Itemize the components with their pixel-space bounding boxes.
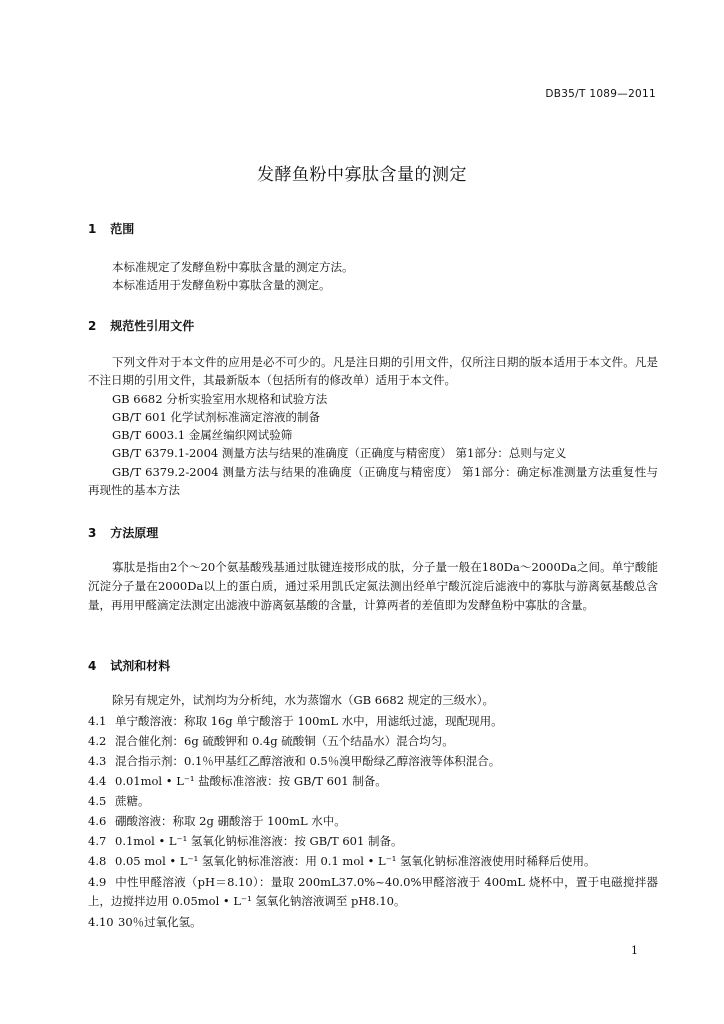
reagent-item — [88, 873, 658, 911]
section-number: 4 — [88, 659, 97, 673]
reference-doc: GB/T 6379.2-2004 测量方法与结果的准确度（正确度与精密度） 第1部分：确定标准测量方法重复性与再现性的基本方法 — [88, 465, 658, 497]
item-text: 单宁酸溶液：称取 16g 单宁酸溶于 100mL 水中，用滤纸过滤，现配现用。 — [115, 714, 503, 728]
item-number: 4.1 — [88, 714, 107, 728]
item-number: 4.6 — [88, 814, 107, 828]
page-number: 1 — [631, 944, 638, 957]
reagent-item — [88, 753, 658, 769]
item-text: 中性甲醛溶液（pH＝8.10）：量取 200mL37.0%~40.0%甲醛溶液于 400mL 烧杯中，置于电磁搅拌器上，边搅拌边用 0.05mol • L⁻¹ 氢氧化钠溶液调至 pH8.10。 — [88, 875, 658, 908]
item-text: 硼酸溶液：称取 2g 硼酸溶于 100mL 水中。 — [115, 814, 346, 828]
reagent-item — [88, 833, 658, 849]
principle-paragraph: 寡肽是指由2个～20个氨基酸残基通过肽键连接形成的肽，分子量一般在180Da～2000Da之间。单宁酸能沉淀分子量在2000Da以上的蛋白质，通过采用凯氏定氮法测出经单宁酸沉淀后滤液中的寡肽与游离氨基酸总含量，再用甲醛滴定法测定出滤液中游离氨基酸的含量，计算两者的差值即为发酵鱼粉中寡肽的含量。 — [88, 560, 658, 612]
reference-doc: GB/T 6003.1 金属丝编织网试验筛 — [112, 428, 293, 442]
section-heading-1 — [88, 220, 134, 237]
item-number: 4.4 — [88, 774, 107, 788]
reagent-item — [88, 733, 658, 749]
reagent-item — [88, 914, 658, 930]
reference-doc: GB/T 601 化学试剂标准滴定溶液的制备 — [112, 410, 320, 424]
scope-line-1: 本标准规定了发酵鱼粉中寡肽含量的测定方法。 — [112, 260, 354, 274]
reference-doc: GB 6682 分析实验室用水规格和试验方法 — [112, 392, 328, 406]
item-number: 4.5 — [88, 794, 107, 808]
section-number: 3 — [88, 526, 97, 540]
section-title: 规范性引用文件 — [110, 319, 195, 333]
section-heading-3 — [88, 524, 158, 541]
scope-line-2: 本标准适用于发酵鱼粉中寡肽含量的测定。 — [112, 278, 331, 292]
reagents-intro: 除另有规定外，试剂均为分析纯，水为蒸馏水（GB 6682 规定的三级水）。 — [112, 693, 494, 707]
item-number: 4.9 — [88, 875, 107, 889]
section-number: 2 — [88, 319, 97, 333]
reagent-item — [88, 773, 658, 789]
item-text: 蔗糖。 — [115, 794, 150, 808]
reference-doc: GB/T 6379.1-2004 测量方法与结果的准确度（正确度与精密度） 第1部分：总则与定义 — [112, 446, 567, 460]
item-text: 0.01mol • L⁻¹ 盐酸标准溶液：按 GB/T 601 制备。 — [115, 774, 387, 788]
reagent-item — [88, 813, 658, 829]
item-number: 4.8 — [88, 854, 107, 868]
references-intro: 下列文件对于本文件的应用是必不可少的。凡是注日期的引用文件，仅所注日期的版本适用于本文件。凡是不注日期的引用文件，其最新版本（包括所有的修改单）适用于本文件。 — [88, 355, 658, 387]
section-title: 试剂和材料 — [110, 659, 171, 673]
item-text: 混合催化剂：6g 硫酸钾和 0.4g 硫酸铜（五个结晶水）混合均匀。 — [115, 734, 454, 748]
item-number: 4.3 — [88, 754, 107, 768]
item-text: 0.05 mol • L⁻¹ 氢氧化钠标准溶液：用 0.1 mol • L⁻¹ 氢氧化钠标准溶液使用时稀释后使用。 — [115, 854, 596, 868]
item-number: 4.2 — [88, 734, 107, 748]
reagent-item — [88, 713, 658, 729]
item-number: 4.10 — [88, 915, 114, 929]
section-heading-4 — [88, 657, 170, 674]
page-title: 发酵鱼粉中寡肽含量的测定 — [257, 165, 467, 185]
reagent-item — [88, 853, 658, 869]
section-number: 1 — [88, 222, 97, 236]
item-text: 30％过氧化氢。 — [118, 915, 202, 929]
item-text: 0.1mol • L⁻¹ 氢氧化钠标准溶液：按 GB/T 601 制备。 — [115, 834, 403, 848]
reagent-item — [88, 793, 658, 809]
item-number: 4.7 — [88, 834, 107, 848]
section-title: 方法原理 — [110, 526, 159, 540]
section-heading-2 — [88, 317, 194, 334]
standard-code: DB35/T 1089—2011 — [545, 88, 656, 100]
item-text: 混合指示剂：0.1％甲基红乙醇溶液和 0.5％溴甲酚绿乙醇溶液等体积混合。 — [115, 754, 501, 768]
section-title: 范围 — [110, 222, 135, 236]
